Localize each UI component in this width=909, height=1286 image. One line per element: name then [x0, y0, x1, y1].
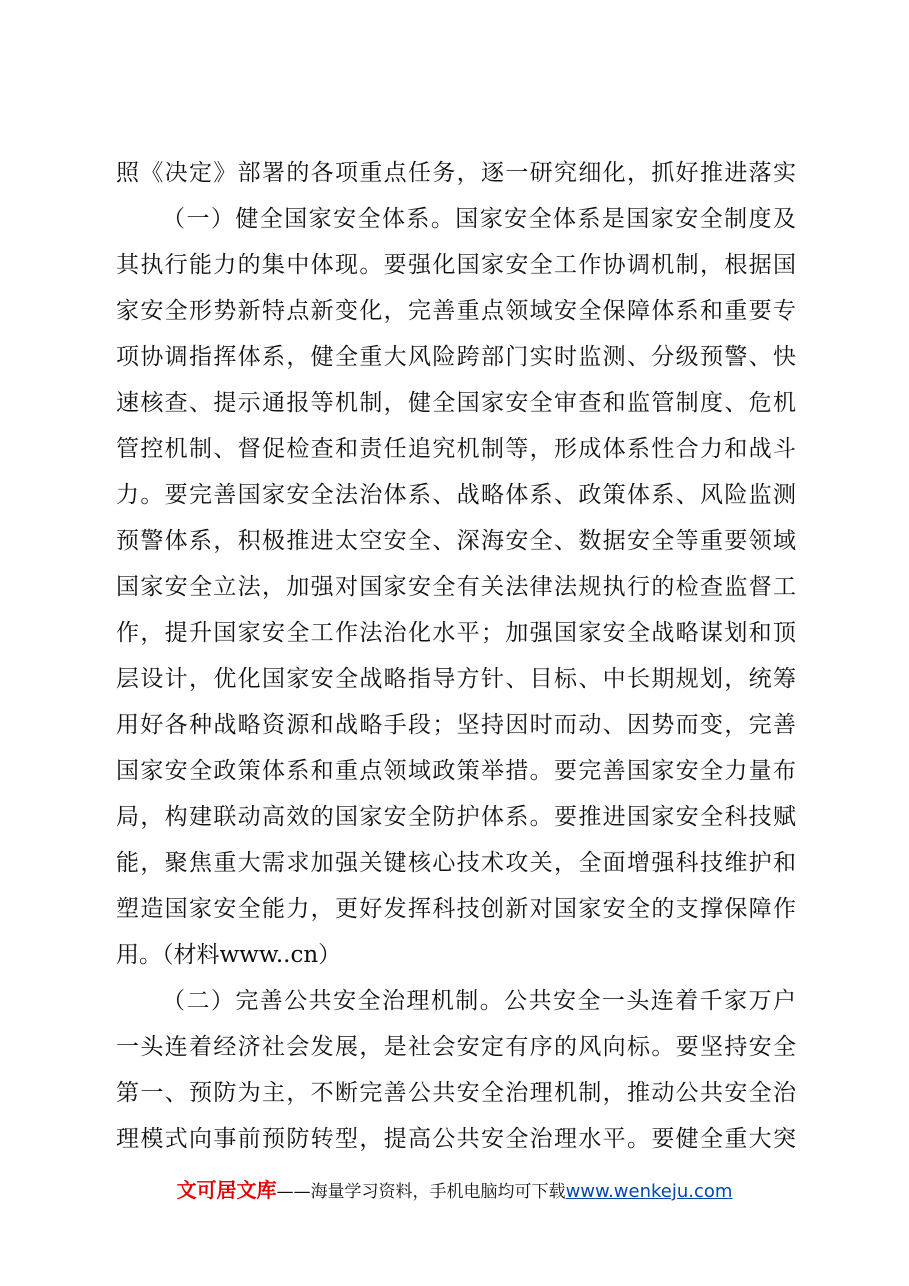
footer-brand: 文可居文库	[176, 1178, 277, 1202]
text-line: 第一、预防为主，不断完善公共安全治理机制，推动公共安全治	[116, 1080, 796, 1106]
body-text	[116, 150, 796, 1162]
text-line: 用好各种战略资源和战略手段；坚持因时而动、因势而变，完善	[116, 712, 796, 738]
footer-tagline: ——海量学习资料，手机电脑均可下载	[276, 1182, 566, 1202]
text-line: 国家安全政策体系和重点领域政策举措。要完善国家安全力量布	[116, 758, 796, 784]
text-line: 理模式向事前预防转型，提高公共安全治理水平。要健全重大突	[116, 1126, 796, 1152]
text-line: 一头连着经济社会发展，是社会安定有序的风向标。要坚持安全	[116, 1034, 796, 1060]
footer-website-link[interactable]: www.wenkeju.com	[565, 1181, 733, 1202]
text-line: 塑造国家安全能力，更好发挥科技创新对国家安全的支撑保障作	[116, 896, 796, 922]
text-line: 速核查、提示通报等机制，健全国家安全审查和监管制度、危机	[116, 390, 796, 416]
text-line: 局，构建联动高效的国家安全防护体系。要推进国家安全科技赋	[116, 804, 796, 830]
text-line: 家安全形势新特点新变化，完善重点领域安全保障体系和重要专	[116, 298, 796, 324]
text-line: 用。（材料www..cn）	[116, 942, 342, 968]
text-line: 管控机制、督促检查和责任追究机制等，形成体系性合力和战斗	[116, 436, 796, 462]
footer-banner	[0, 1174, 909, 1203]
text-line: 作，提升国家安全工作法治化水平；加强国家安全战略谋划和顶	[116, 620, 796, 646]
text-line: 层设计，优化国家安全战略指导方针、目标、中长期规划，统筹	[116, 666, 796, 692]
text-line: 力。要完善国家安全法治体系、战略体系、政策体系、风险监测	[116, 482, 796, 508]
text-line: （一）健全国家安全体系。国家安全体系是国家安全制度及	[162, 206, 796, 232]
text-line: 能，聚焦重大需求加强关键核心技术攻关，全面增强科技维护和	[116, 850, 796, 876]
text-line: 预警体系，积极推进太空安全、深海安全、数据安全等重要领域	[116, 528, 796, 554]
text-line: 照《决定》部署的各项重点任务，逐一研究细化，抓好推进落实	[116, 160, 796, 186]
text-line: 国家安全立法，加强对国家安全有关法律法规执行的检查监督工	[116, 574, 796, 600]
text-line: （二）完善公共安全治理机制。公共安全一头连着千家万户	[162, 988, 796, 1014]
text-line: 其执行能力的集中体现。要强化国家安全工作协调机制，根据国	[116, 252, 796, 278]
text-line: 项协调指挥体系，健全重大风险跨部门实时监测、分级预警、快	[116, 344, 796, 370]
